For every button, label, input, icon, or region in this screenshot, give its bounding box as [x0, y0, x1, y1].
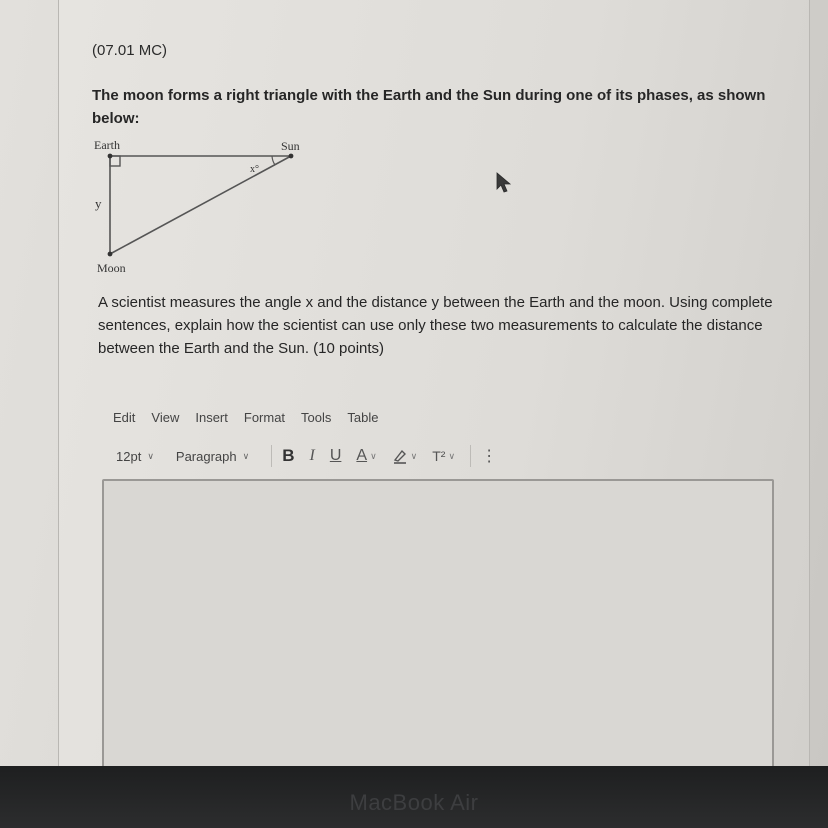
underline-button[interactable]	[330, 447, 342, 465]
mouse-cursor-icon	[496, 172, 514, 194]
chevron-down-icon: ∨	[370, 450, 377, 461]
more-button[interactable]	[481, 446, 497, 466]
font-size-value: 12pt	[116, 448, 142, 464]
toolbar-divider	[271, 445, 272, 467]
question-text: A scientist measures the angle x and the distance y between the Earth and the moon. Using complete sentences, explain how the scientist can use only these two measurements to calculate the distance between the Earth and the Sun. (10 points)	[98, 294, 773, 357]
earth-label: Earth	[94, 138, 120, 152]
moon-point	[108, 252, 113, 257]
question-prompt: The moon forms a right triangle with the Earth and the Sun during one of its phases, as shown below:	[92, 87, 766, 127]
more-icon: ⋮	[481, 448, 498, 465]
earth-point	[108, 154, 113, 159]
toolbar-divider	[470, 445, 471, 467]
underline-icon: U	[329, 447, 342, 464]
menu-tools[interactable]: Tools	[301, 410, 332, 425]
block-format-value: Paragraph	[175, 448, 237, 464]
superscript-button[interactable]	[432, 448, 455, 464]
moon-sun-side	[110, 156, 291, 254]
block-format-select[interactable]	[176, 449, 249, 464]
device-brand: MacBook Air	[349, 790, 479, 815]
angle-arc	[272, 156, 275, 165]
chevron-down-icon: ∨	[242, 450, 250, 461]
chevron-down-icon: ∨	[448, 450, 456, 461]
font-color-button[interactable]	[356, 447, 376, 465]
highlight-button[interactable]	[392, 448, 418, 464]
italic-icon: I	[309, 447, 315, 464]
editor-toolbar	[116, 445, 596, 467]
font-color-icon: A	[356, 447, 368, 464]
menu-insert[interactable]: Insert	[195, 410, 228, 425]
font-size-select[interactable]	[116, 449, 154, 464]
sun-label: Sun	[281, 139, 300, 153]
highlighter-icon	[392, 448, 408, 464]
italic-button[interactable]	[310, 447, 315, 465]
triangle-figure	[88, 134, 318, 280]
chevron-down-icon: ∨	[147, 450, 154, 461]
bold-button[interactable]	[282, 446, 294, 466]
editor-menubar	[113, 410, 378, 428]
menu-edit[interactable]: Edit	[113, 410, 136, 425]
bold-icon: B	[282, 446, 295, 465]
chevron-down-icon: ∨	[410, 450, 418, 461]
menu-table[interactable]: Table	[347, 410, 379, 425]
side-y-label: y	[95, 196, 102, 211]
superscript-icon: T²	[432, 448, 446, 464]
sun-point	[289, 154, 294, 159]
answer-editor[interactable]	[102, 479, 774, 766]
menu-format[interactable]: Format	[243, 410, 286, 425]
moon-label: Moon	[97, 261, 126, 275]
angle-x-label: x°	[250, 164, 259, 175]
menu-view[interactable]: View	[151, 410, 180, 425]
question-id: (07.01 MC)	[92, 42, 168, 59]
